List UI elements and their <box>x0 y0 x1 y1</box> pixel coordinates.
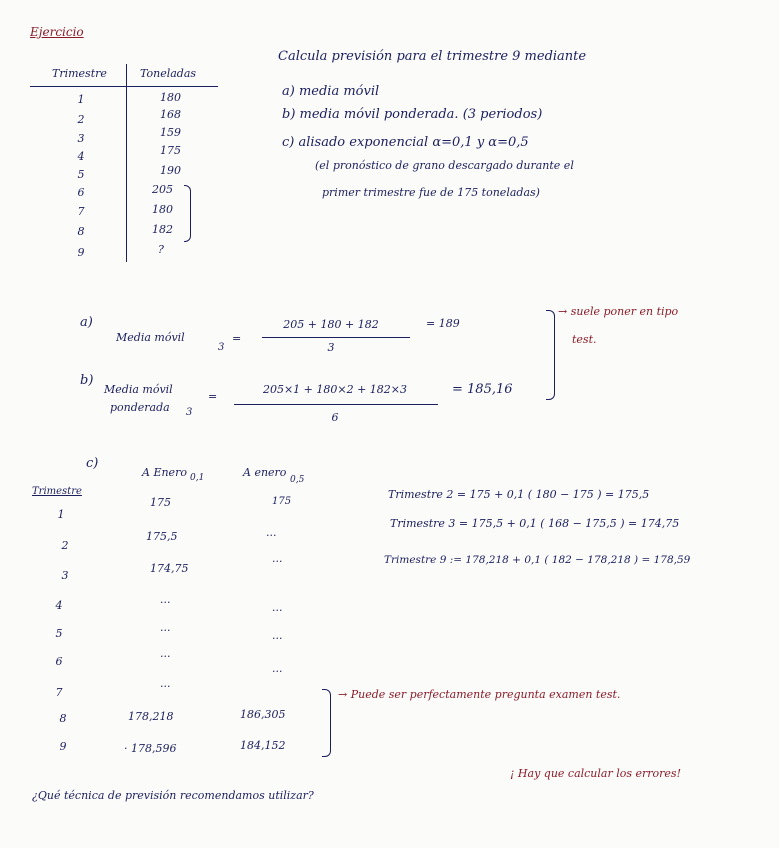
part-c-calc: Trimestre 9 := 178,218 + 0,1 ( 182 − 178,218 ) = 178,59 <box>384 554 691 566</box>
part-b-fraction-bar <box>234 404 438 405</box>
part-c-row-a2: ... <box>272 601 283 614</box>
part-c-row-a2: ... <box>272 662 283 675</box>
part-c-row-a1: ... <box>160 593 171 606</box>
statement-note: (el pronóstico de grano descargado durante el <box>315 159 574 172</box>
part-a-lhs: Media móvil <box>116 331 185 344</box>
part-c-row-a1: 174,75 <box>150 562 189 575</box>
part-b-equals: = <box>208 390 218 403</box>
table-cell: 182 <box>152 223 173 236</box>
table-cell: 6 <box>77 186 85 199</box>
table-cell: 1 <box>77 93 85 106</box>
part-b-subscript: 3 <box>186 407 193 418</box>
table-cell: 9 <box>77 246 85 259</box>
part-c-row-a1: ... <box>160 677 171 690</box>
part-c-calc: Trimestre 3 = 175,5 + 0,1 ( 168 − 175,5 ) = 174,75 <box>390 517 680 530</box>
part-c-row-a1: ... <box>160 621 171 634</box>
part-c-row-trimestre: 2 <box>61 539 69 552</box>
part-b-lhs: ponderada <box>110 401 170 414</box>
part-c-col-trimestre: Trimestre <box>32 486 82 497</box>
table-cell: 8 <box>77 225 85 238</box>
statement-line: Calcula previsión para el trimestre 9 mediante <box>278 49 587 64</box>
part-c-row-a1: 178,218 <box>128 710 174 723</box>
table-cell: 190 <box>160 164 181 177</box>
part-c-row-trimestre: 3 <box>61 569 69 582</box>
part-b-denominator: 6 <box>331 411 339 424</box>
final-answer: ¡ Hay que calcular los errores! <box>510 767 681 780</box>
part-c-row-a2: 186,305 <box>240 708 286 721</box>
part-c-row-a2: ... <box>266 526 277 539</box>
side-note-tipo-test: test. <box>572 333 597 346</box>
table-cell: 180 <box>160 91 181 104</box>
table-cell: 159 <box>160 126 181 139</box>
table-cell: 7 <box>77 205 85 218</box>
table-cell: 2 <box>77 113 85 126</box>
part-c-row-trimestre: 1 <box>57 508 65 521</box>
part-b-lhs: Media móvil <box>104 383 173 396</box>
part-c-row-trimestre: 8 <box>59 712 67 725</box>
part-b-numerator: 205×1 + 180×2 + 182×3 <box>262 383 408 396</box>
final-question: ¿Qué técnica de previsión recomendamos utilizar? <box>32 789 314 802</box>
table-cell: 4 <box>77 150 85 163</box>
part-c-label: c) <box>86 456 99 471</box>
part-a-equals: = <box>232 332 242 345</box>
part-c-row-trimestre: 9 <box>59 740 67 753</box>
part-c-row-a2: ... <box>272 552 283 565</box>
part-c-row-a1: ... <box>160 647 171 660</box>
part-c-col-alpha-01-sub: 0,1 <box>190 473 205 483</box>
part-c-row-trimestre: 6 <box>55 655 63 668</box>
part-c-calc: Trimestre 2 = 175 + 0,1 ( 180 − 175 ) = 175,5 <box>388 488 650 501</box>
exercise-title: Ejercicio <box>30 25 84 39</box>
part-a-subscript: 3 <box>218 342 225 353</box>
table-cell: 205 <box>152 183 173 196</box>
part-a-numerator: 205 + 180 + 182 <box>283 318 379 331</box>
table-header-trimestre: Trimestre <box>52 67 107 80</box>
table-cell: 168 <box>160 108 181 121</box>
part-c-brace <box>322 689 331 757</box>
table-column-rule <box>126 64 127 262</box>
part-c-row-trimestre: 5 <box>55 627 63 640</box>
table-cell: 3 <box>77 132 85 145</box>
table-cell: 5 <box>77 168 85 181</box>
part-c-row-trimestre: 7 <box>55 686 63 699</box>
side-note-tipo-test: → suele poner en tipo <box>558 305 679 318</box>
part-c-row-trimestre: 4 <box>55 599 63 612</box>
table-header-rule <box>30 86 218 87</box>
part-c-col-alpha-05: A enero <box>243 466 287 479</box>
part-c-row-a1: · 178,596 <box>124 742 177 755</box>
part-c-row-a2: 184,152 <box>240 739 286 752</box>
part-ab-brace <box>546 310 555 400</box>
statement-note: primer trimestre fue de 175 toneladas) <box>322 186 540 199</box>
statement-item-a: a) media móvil <box>282 84 380 99</box>
statement-item-b: b) media móvil ponderada. (3 periodos) <box>282 107 543 122</box>
part-a-label: a) <box>80 315 93 330</box>
part-a-fraction-bar <box>262 337 410 338</box>
side-note-examen: → Puede ser perfectamente pregunta examen test. <box>338 688 621 701</box>
statement-item-c: c) alisado exponencial α=0,1 y α=0,5 <box>282 135 529 150</box>
table-cell: ? <box>158 243 164 256</box>
part-c-row-a2: ... <box>272 629 283 642</box>
part-b-result: = 185,16 <box>452 382 513 397</box>
part-c-col-alpha-01: A Enero <box>142 466 187 479</box>
part-c-row-a1: 175 <box>150 496 171 509</box>
table-cell: 175 <box>160 144 181 157</box>
part-a-result: = 189 <box>426 317 460 330</box>
part-c-row-a1: 175,5 <box>146 530 178 543</box>
part-c-col-alpha-05-sub: 0,5 <box>290 475 305 485</box>
part-b-label: b) <box>80 373 94 388</box>
part-a-denominator: 3 <box>327 341 335 354</box>
table-header-toneladas: Toneladas <box>140 67 197 80</box>
table-cell: 180 <box>152 203 173 216</box>
table-brace <box>184 185 191 242</box>
part-c-row-a2: 175 <box>272 496 292 507</box>
